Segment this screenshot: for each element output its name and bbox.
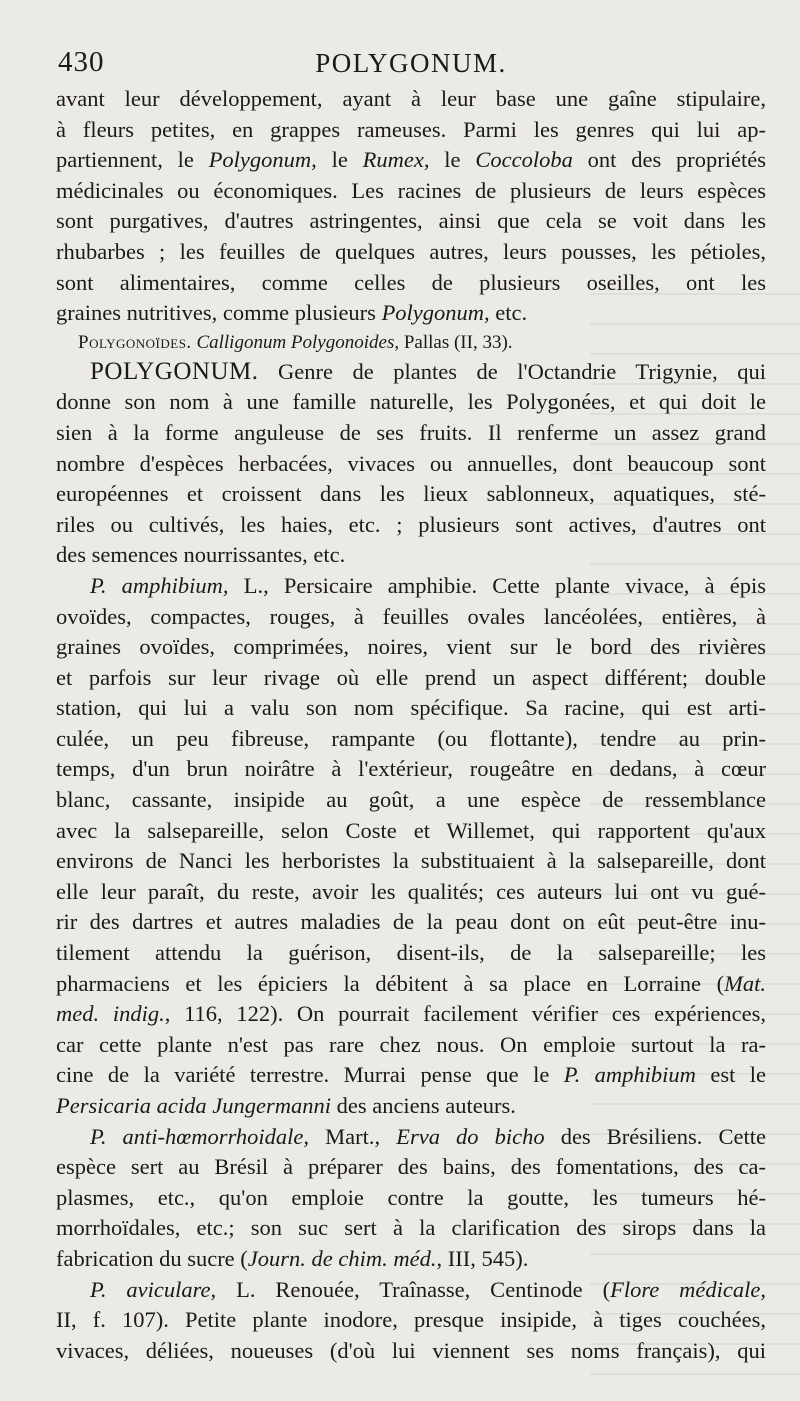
species-entry-line: P. aviculare, L. Renouée, Traînasse, Centinode (Flore médicale, — [90, 1276, 766, 1302]
text-line: à fleurs petites, en grappes rameuses. Parmi les genres qui lui ap- — [56, 116, 766, 142]
text-line: II, f. 107). Petite plante inodore, presque insipide, à tiges couchées, — [56, 1307, 766, 1333]
text-line: environs de Nanci les herboristes la substituaient à la salsepareille, dont — [56, 848, 766, 874]
text-line: sien à la forme anguleuse de ses fruits. Il renferme un assez grand — [56, 419, 766, 445]
text-line: avant leur développement, ayant à leur base une gaîne stipulaire, — [56, 86, 766, 111]
page-header — [58, 40, 764, 80]
text-line: morrhoïdales, etc.; son suc sert à la clarification des sirops dans la — [56, 1215, 766, 1241]
entry-heading-line: POLYGONUM. Genre de plantes de l'Octandrie Trigynie, qui — [90, 357, 766, 385]
text-line: et parfois sur leur rivage où elle prend un aspect différent; double — [56, 664, 766, 690]
text-line: Persicaria acida Jungermanni des anciens auteurs. — [56, 1093, 516, 1118]
text-line: graines ovoïdes, comprimées, noires, vient sur le bord des rivières — [56, 634, 766, 660]
text-line: riles ou cultivés, les haies, etc. ; plusieurs sont actives, d'autres ont — [56, 511, 766, 537]
text-line: sont alimentaires, comme celles de plusieurs oseilles, ont les — [56, 269, 766, 295]
entry-headword: POLYGONUM. — [90, 357, 259, 385]
text-line: européennes et croissent dans les lieux sablonneux, aquatiques, sté- — [56, 481, 766, 507]
text-line: des semences nourrissantes, etc. — [56, 542, 346, 568]
page-number: 430 — [58, 46, 105, 78]
text-line: station, qui lui a valu son nom spécifique. Sa racine, qui est arti- — [56, 695, 766, 721]
text-line: pharmaciens et les épiciers la débitent à sa place en Lorraine (Mat. — [56, 970, 766, 996]
text-line: blanc, cassante, insipide au goût, a une espèce de ressemblance — [56, 787, 766, 813]
text-line: tilement attendu la guérison, disent-ils, de la salsepareille; les — [56, 940, 766, 966]
text-line: rir des dartres et autres maladies de la peau dont on eût peut-être inu- — [56, 909, 766, 935]
text-line: graines nutritives, comme plusieurs Polygonum, etc. — [56, 300, 528, 326]
page-body — [56, 84, 766, 1366]
text-line: plasmes, etc., qu'on emploie contre la goutte, les tumeurs hé- — [56, 1184, 766, 1210]
text-line: rhubarbes ; les feuilles de quelques autres, leurs pousses, les pétioles, — [56, 238, 766, 264]
text-line: med. indig., 116, 122). On pourrait facilement vérifier ces expériences, — [56, 1001, 766, 1027]
text-line: culée, un peu fibreuse, rampante (ou flottante), tendre au prin- — [56, 725, 766, 751]
text-line: donne son nom à une famille naturelle, les Polygonées, et qui doit le — [56, 389, 766, 415]
text-line: temps, d'un brun noirâtre à l'extérieur, rougeâtre en dedans, à cœur — [56, 756, 766, 782]
text-line: car cette plante n'est pas rare chez nous. On emploie surtout la ra- — [56, 1031, 766, 1057]
text-line: cine de la variété terrestre. Murrai pense que le P. amphibium est le — [56, 1062, 766, 1088]
text-line: sont purgatives, d'autres astringentes, ainsi que cela se voit dans les — [56, 208, 766, 234]
text-line: vivaces, déliées, noueuses (d'où lui viennent ses noms français), qui — [56, 1337, 766, 1363]
text-line: médicinales ou économiques. Les racines de plusieurs de leurs espèces — [56, 177, 766, 203]
text-line: nombre d'espèces herbacées, vivaces ou annuelles, dont beaucoup sont — [56, 450, 766, 476]
text-line: partiennent, le Polygonum, le Rumex, le Coccoloba ont des propriétés — [56, 147, 766, 173]
text-line: elle leur paraît, du reste, avoir les qualités; ces auteurs lui ont vu gué- — [56, 878, 766, 904]
cross-reference-entry: Polygonoïdes. Calligonum Polygonoides, Pallas (II, 33). — [78, 331, 513, 353]
running-title: POLYGONUM. — [315, 48, 507, 78]
text-line: avec la salsepareille, selon Coste et Willemet, qui rapportent qu'aux — [56, 817, 766, 843]
text-line: espèce sert au Brésil à préparer des bains, des fomentations, des ca- — [56, 1154, 766, 1180]
text-line: fabrication du sucre (Journ. de chim. méd., III, 545). — [56, 1245, 529, 1271]
species-entry-line: P. anti-hœmorrhoidale, Mart., Erva do bicho des Brésiliens. Cette — [90, 1123, 766, 1149]
text-line: ovoïdes, compactes, rouges, à feuilles ovales lancéolées, entières, à — [56, 603, 766, 629]
species-entry-line: P. amphibium, L., Persicaire amphibie. Cette plante vivace, à épis — [90, 572, 766, 598]
